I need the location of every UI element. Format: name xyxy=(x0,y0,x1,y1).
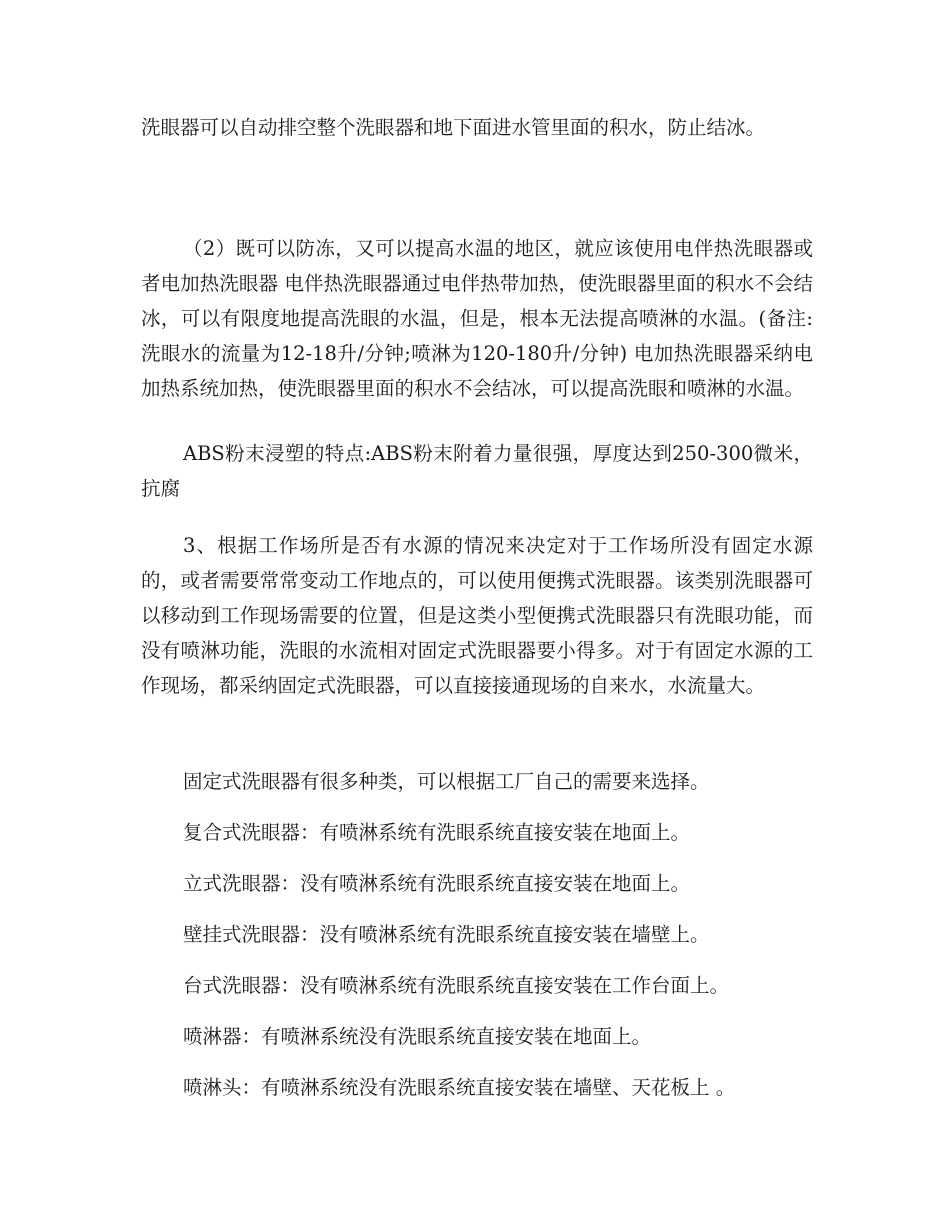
list-item-vertical: 立式洗眼器：没有喷淋系统有洗眼系统直接安装在地面上。 xyxy=(183,872,691,895)
list-intro: 固定式洗眼器有很多种类，可以根据工厂自己的需要来选择。 xyxy=(183,770,710,793)
list-item-shower-head: 喷淋头：有喷淋系统没有洗眼系统直接安装在墙壁、天花板上 。 xyxy=(183,1076,736,1099)
list-item-shower: 喷淋器：有喷淋系统没有洗眼系统直接安装在地面上。 xyxy=(183,1025,652,1048)
paragraph-drain-freeze: 洗眼器可以自动排空整个洗眼器和地下面进水管里面的积水，防止结冰。 xyxy=(141,116,766,139)
paragraph-abs-coating: ABS粉末浸塑的特点:ABS粉末附着力量很强，厚度达到250-300微米，抗腐 xyxy=(141,442,813,500)
list-item-desktop: 台式洗眼器：没有喷淋系统有洗眼系统直接安装在工作台面上。 xyxy=(183,974,730,997)
paragraph-water-source: 3、根据工作场所是否有水源的情况来决定对于工作场所没有固定水源的，或者需要常常变动工作地点的，可以使用便携式洗眼器。该类别洗眼器可以移动到工作现场需要的位置，但是这类小型便携式洗眼器只有洗眼功能，而没有喷淋功能，洗眼的水流相对固定式洗眼器要小得多。对于有固定水源的工作现场，都采纳固定式洗眼器，可以直接接通现场的自来水，水流量大。 xyxy=(141,534,813,697)
list-item-composite: 复合式洗眼器：有喷淋系统有洗眼系统直接安装在地面上。 xyxy=(183,821,691,844)
list-item-wall-mounted: 壁挂式洗眼器：没有喷淋系统有洗眼系统直接安装在墙壁上。 xyxy=(183,923,710,946)
paragraph-heated-eyewash: （2）既可以防冻，又可以提高水温的地区，就应该使用电伴热洗眼器或者电加热洗眼器 电伴热洗眼器通过电伴热带加热，使洗眼器里面的积水不会结冰，可以有限度地提高洗眼的水温，但是，根本无法提高喷淋的水温。(备注:洗眼水的流量为12-18升/分钟;喷淋为120-180升/分钟) 电加热洗眼器采纳电加热系统加热，使洗眼器里面的积水不会结冰，可以提高洗眼和喷淋的水温。 xyxy=(141,237,813,400)
